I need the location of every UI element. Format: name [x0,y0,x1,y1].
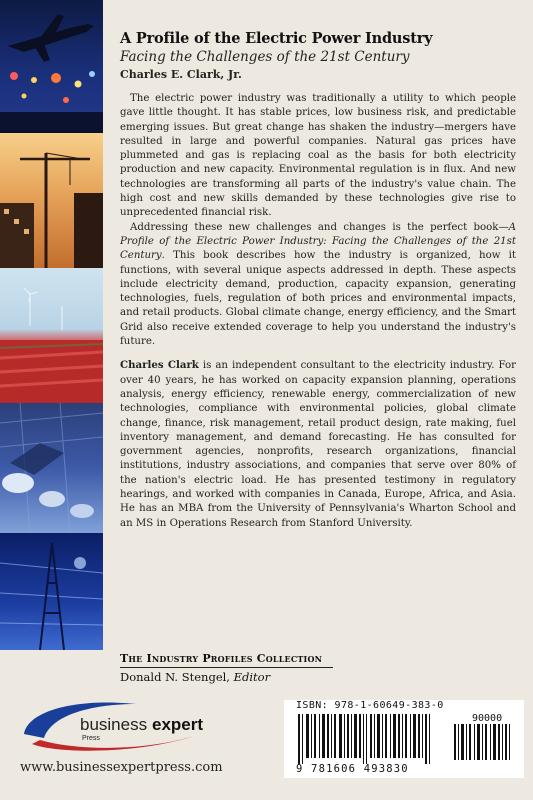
cover-image-strip [0,0,103,650]
business-expert-press-logo [18,696,238,756]
collection-divider [120,667,333,668]
construction-crane-photo [0,133,103,268]
collection-title [120,652,322,665]
description-lead: Addressing these new challenges and changes is the perfect book— [130,221,509,233]
description-paragraph-1: The electric power industry was traditionally a utility to which people gave little thought. It has stable prices, low business risk, and predictable emerging issues. But great change has shaken the industry—mergers have resulted in large and powerful companies. Natural gas prices have plummeted and gas is replacing coal as the basis for both electricity production and new capacity. Environmental regulation is in flux. And new technologies are transforming all parts of the industry's value chain. The high cost and new skills demanded by these technologies give rise to unprecedented financial risk. [120,93,516,219]
author-bio [120,358,516,531]
back-cover-text [120,30,516,531]
isbn-label: ISBN: 978-1-60649-383-0 [296,700,444,711]
description-rest: . This book describes how the industry is organized, how it functions, with several unique aspects addressed in depth. These aspects include electricity demand, production, capacity expansion, generating technologies, fuels, regulation of both prices and environmental impacts, and retail products. Global climate change, energy efficiency, and the Smart Grid also receive extended coverage to help you understand the industry's future. [120,250,516,348]
satellite-dish-photo [0,403,103,533]
logo-word-press: Press [82,735,100,742]
book-subtitle: Facing the Challenges of the 21st Century [120,49,410,65]
logo-word-business: business [80,715,148,734]
power-grid-photo [0,533,103,650]
airplane-night-photo [0,0,103,133]
bio-text: is an independent consultant to the electricity industry. For over 40 years, he has worked on capacity expansion planning, operations analysis, energy efficiency, renewable energy, commercialization of new technologies, compliance with environmental policies, global climate change, finance, risk management, retail product design, rate making, fuel inventory management, and demand forecasting. He has consulted for government agencies, nonprofits, research organizations, financial institutions, industry associations, and companies that serve over 80% of the nation's electric load. He has presented testimony in regulatory hearings, and worked with companies in Canada, Europe, Africa, and Asia. He has an MBA from the University of Pennsylvania's Wharton School and an MS in Operations Research from Stanford University. [120,360,516,529]
barcode-number: 9 781606 493830 [296,763,409,775]
editor-role: Editor [233,670,271,684]
collection-title-text: The Industry Profiles Collection [120,652,323,665]
description-book-title: A Profile of the Electric Power Industry: Facing the Challenges of the 21st Century [120,221,516,262]
author-name: Charles E. Clark, Jr. [120,68,242,81]
price-code: 90000 [472,713,503,724]
collection-editor: Donald N. Stengel, Editor [120,670,271,684]
logo-word-expert: expert [152,715,204,734]
tulip-field-photo [0,268,103,403]
description-paragraph-2 [120,221,516,350]
publisher-website: www.businessexpertpress.com [20,760,223,775]
book-title: A Profile of the Electric Power Industry [120,30,433,47]
bio-name: Charles Clark [120,359,199,372]
logo-swoosh-red [32,736,194,751]
editor-name: Donald N. Stengel [120,670,227,684]
